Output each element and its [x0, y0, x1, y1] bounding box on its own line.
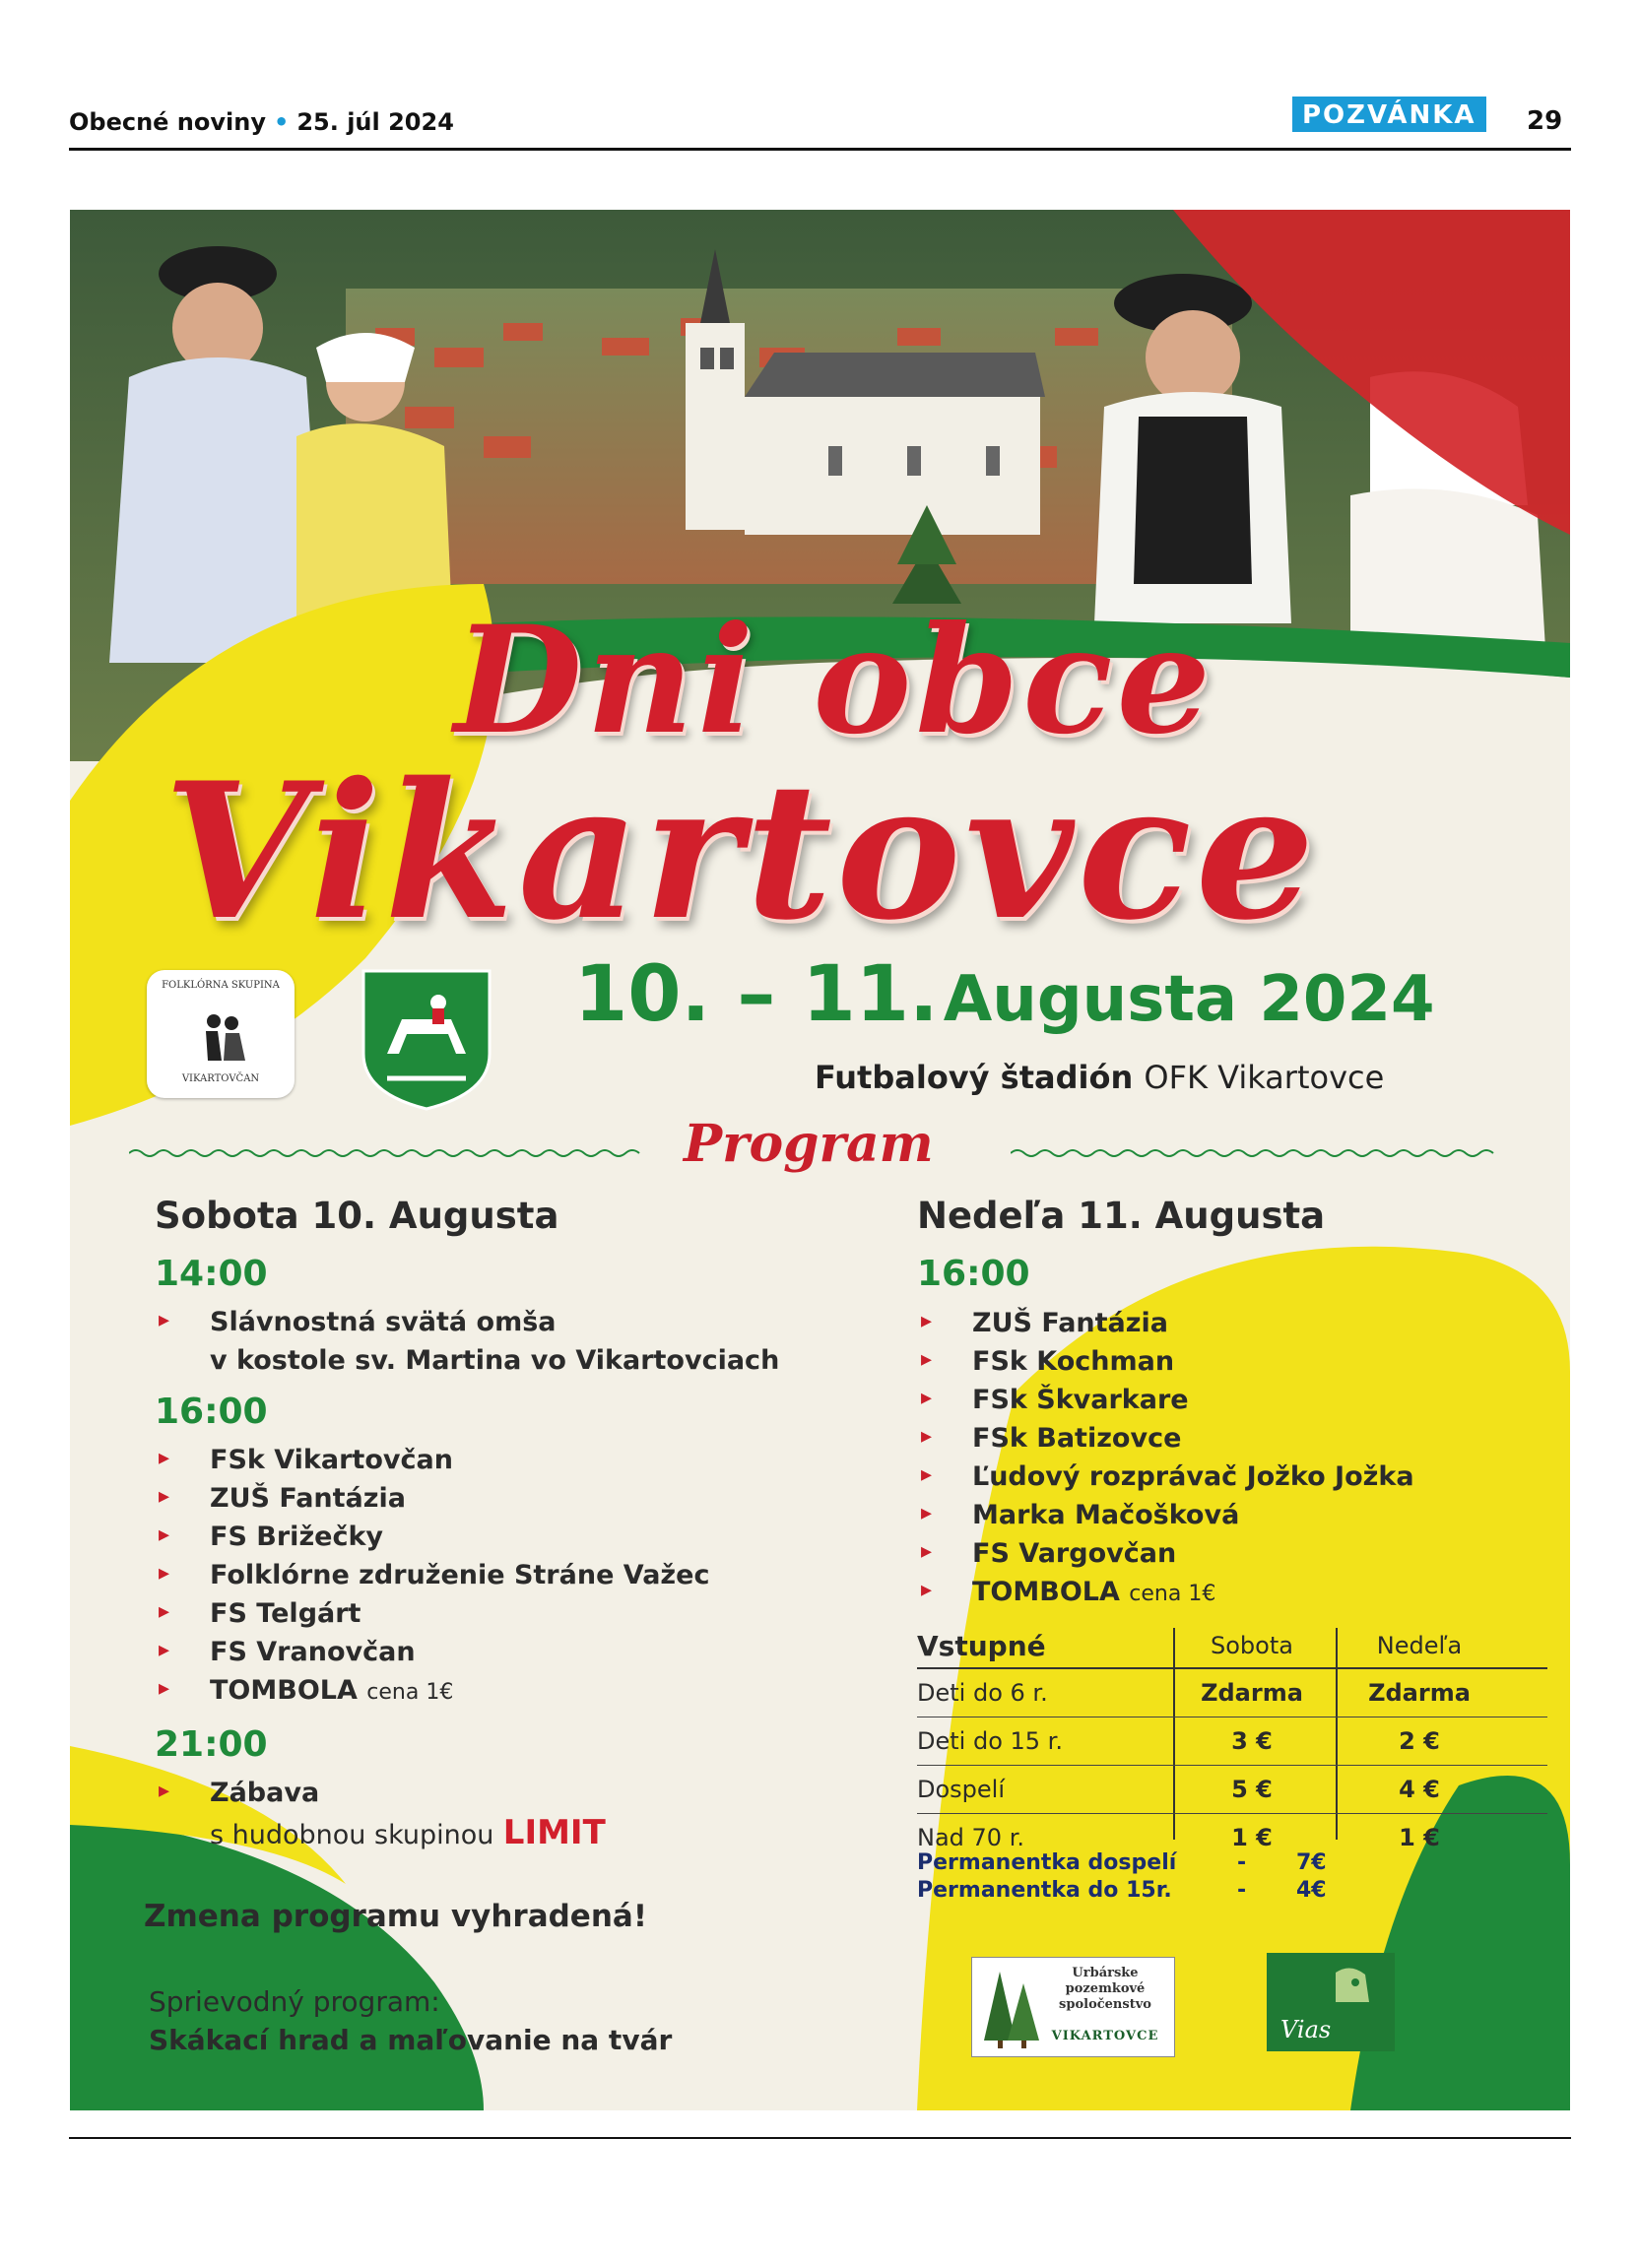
table-cell: 1 € [1399, 1824, 1440, 1851]
table-header-cell: Sobota [1211, 1632, 1293, 1659]
sunday-tombola [972, 1577, 1215, 1607]
saturday-performer: ▸ FSk Vikartovčan [210, 1445, 453, 1475]
band-intro: s hudobnou skupinou [210, 1820, 494, 1850]
sponsor-urbarske-line: spoločenstvo [1059, 1997, 1151, 2012]
table-cell: Deti do 6 r. [917, 1679, 1048, 1707]
table-row [917, 1766, 1547, 1814]
folklore-logo-top-text: FOLKLÓRNA SKUPINA [162, 980, 280, 991]
divider-wave-left [129, 1145, 641, 1161]
saturday-mass-location: v kostole sv. Martina vo Vikartovciach [210, 1345, 780, 1376]
table-header-cell: Vstupné [917, 1630, 1046, 1662]
table-cell: 5 € [1231, 1776, 1273, 1803]
poster-title-line2: Vikartovce [164, 742, 1319, 961]
sponsor-vias-logo [1267, 1953, 1395, 2051]
saturday-performer: ▸ Folklórne združenie Stráne Važec [210, 1560, 709, 1590]
pass-adult-dash: - [1237, 1850, 1247, 1875]
saturday-party-item: ▸ Zábava [210, 1778, 319, 1808]
table-cell: Zdarma [1368, 1679, 1471, 1707]
tombola-price: cena 1€ [366, 1680, 454, 1705]
table-cell: 3 € [1231, 1727, 1273, 1755]
saturday-time-2100: 21:00 [155, 1724, 268, 1765]
coat-of-arms-icon [358, 965, 495, 1113]
table-cell: Dospelí [917, 1776, 1006, 1803]
sunday-performer: ▸ FS Vargovčan [972, 1538, 1176, 1569]
issue-date: 25. júl 2024 [296, 108, 454, 136]
program-change-note: Zmena programu vyhradená! [144, 1899, 647, 1934]
table-header-row [917, 1628, 1547, 1669]
header-rule [69, 148, 1571, 151]
saturday-performer: ▸ ZUŠ Fantázia [210, 1483, 406, 1514]
saturday-tombola [210, 1675, 453, 1706]
poster-title-line1: Dni obce [454, 594, 1215, 767]
sunday-performer: ▸ FSk Kochman [972, 1346, 1174, 1377]
sunday-heading: Nedeľa 11. Augusta [917, 1195, 1326, 1237]
side-program-label: Sprievodný program: [149, 1985, 440, 2018]
pass-child-label: Permanentka do 15r. [917, 1878, 1172, 1903]
saturday-performer: ▸ FS Vranovčan [210, 1637, 416, 1667]
trees-icon [976, 1958, 1045, 2056]
tombola-label: TOMBOLA [210, 1675, 358, 1706]
table-cell: 4 € [1399, 1776, 1440, 1803]
table-cell: 2 € [1399, 1727, 1440, 1755]
pass-child-price: 4€ [1296, 1878, 1327, 1903]
event-date [574, 950, 1435, 1039]
tombola-label: TOMBOLA [972, 1577, 1120, 1607]
page-header-publication [69, 108, 454, 136]
saturday-mass-item: ▸ Slávnostná svätá omša [210, 1307, 557, 1337]
page-number: 29 [1527, 106, 1563, 136]
footer-rule [69, 2137, 1571, 2139]
sunday-performer: ▸ Ľudový rozprávač Jožko Jožka [972, 1461, 1414, 1492]
table-cell: Zdarma [1201, 1679, 1303, 1707]
event-date-month-year: Augusta 2024 [943, 963, 1435, 1036]
event-poster [70, 210, 1570, 2110]
saturday-performer: ▸ FS Brižečky [210, 1522, 383, 1552]
venue-name: Futbalový štadión [815, 1059, 1134, 1096]
folklore-group-logo [147, 970, 295, 1098]
pass-adult-label: Permanentka dospelí [917, 1850, 1177, 1875]
folklore-logo-bottom-text: VIKARTOVČAN [181, 1073, 260, 1084]
pass-child-dash: - [1237, 1878, 1247, 1903]
pass-adult-price: 7€ [1296, 1850, 1327, 1875]
sponsor-urbarske-line: Urbárske [1072, 1966, 1139, 1980]
publication-name: Obecné noviny [69, 108, 266, 136]
event-date-days: 10. – 11. [574, 950, 939, 1039]
table-cell: Nad 70 r. [917, 1824, 1024, 1851]
section-badge: POZVÁNKA [1292, 97, 1486, 132]
sunday-performer: ▸ ZUŠ Fantázia [972, 1308, 1168, 1338]
sponsor-urbarske-line: pozemkové [1065, 1981, 1146, 1996]
saturday-performer: ▸ FS Telgárt [210, 1598, 361, 1629]
sunday-performer: ▸ Marka Mačošková [972, 1500, 1239, 1530]
band-name: LIMIT [502, 1813, 606, 1852]
sponsor-urbarske-name: VIKARTOVCE [1051, 2029, 1159, 2043]
program-heading: Program [684, 1114, 934, 1174]
table-cell: 1 € [1231, 1824, 1273, 1851]
table-row [917, 1669, 1547, 1717]
sunday-performer: ▸ FSk Škvarkare [972, 1385, 1189, 1415]
separator-dot: • [273, 108, 290, 136]
saturday-time-1400: 14:00 [155, 1254, 268, 1294]
tombola-price: cena 1€ [1129, 1582, 1216, 1606]
sponsor-urbarske-logo [971, 1957, 1175, 2057]
admission-table [917, 1628, 1547, 1861]
saturday-party-band [210, 1813, 606, 1852]
divider-wave-right [1011, 1145, 1503, 1161]
sunday-performer: ▸ FSk Batizovce [972, 1423, 1181, 1454]
sunday-time-1600: 16:00 [917, 1254, 1030, 1294]
table-header-cell: Nedeľa [1376, 1632, 1463, 1659]
table-row [917, 1717, 1547, 1766]
sponsor-vias-name: Vias [1280, 2016, 1332, 2043]
event-venue [815, 1059, 1384, 1096]
table-cell: Deti do 15 r. [917, 1727, 1063, 1755]
venue-club: OFK Vikartovce [1144, 1059, 1385, 1096]
sponsor-urbarske-text [1041, 1966, 1169, 2013]
saturday-time-1600: 16:00 [155, 1392, 268, 1432]
side-program-value: Skákací hrad a maľovanie na tvár [149, 2024, 673, 2056]
saturday-heading: Sobota 10. Augusta [155, 1195, 559, 1237]
